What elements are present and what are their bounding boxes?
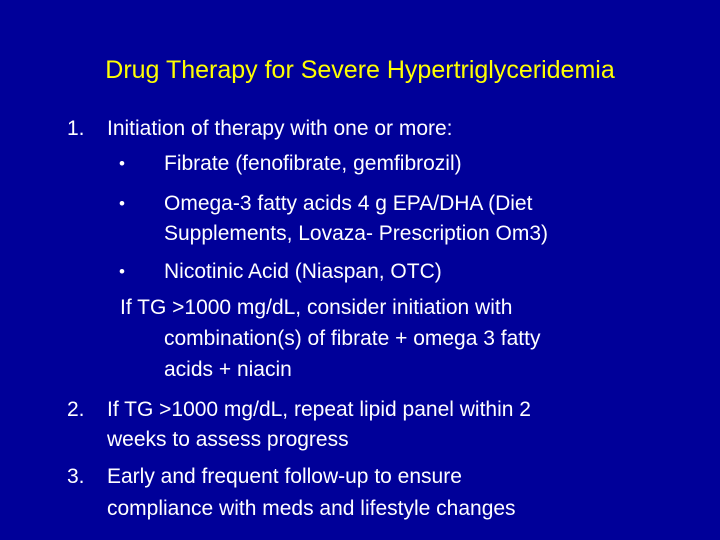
item-1-number: 1. xyxy=(67,117,85,140)
item-2-line-1: If TG >1000 mg/dL, repeat lipid panel within 2 xyxy=(107,398,531,421)
item-1-text: Initiation of therapy with one or more: xyxy=(107,117,453,140)
item-1-note-line-2: combination(s) of fibrate + omega 3 fatty xyxy=(164,327,541,350)
bullet-2-line-1: Omega-3 fatty acids 4 g EPA/DHA (Diet xyxy=(164,192,533,215)
slide-title: Drug Therapy for Severe Hypertriglyceridemia xyxy=(105,56,615,84)
item-1-note-line-3: acids + niacin xyxy=(164,358,292,381)
bullet-3-line-1: Nicotinic Acid (Niaspan, OTC) xyxy=(164,260,442,283)
item-2-number: 2. xyxy=(67,398,85,421)
item-3-line-2: compliance with meds and lifestyle changes xyxy=(107,497,516,520)
item-3-line-1: Early and frequent follow-up to ensure xyxy=(107,465,462,488)
item-2-line-2: weeks to assess progress xyxy=(107,428,349,451)
bullet-1-line-1: Fibrate (fenofibrate, gemfibrozil) xyxy=(164,152,462,175)
bullet-2-line-2: Supplements, Lovaza- Prescription Om3) xyxy=(164,222,548,245)
bullet-1-marker: • xyxy=(119,154,125,173)
bullet-2-marker: • xyxy=(119,194,125,213)
item-3-number: 3. xyxy=(67,465,85,488)
item-1-note-line-1: If TG >1000 mg/dL, consider initiation with xyxy=(120,296,513,319)
bullet-3-marker: • xyxy=(119,262,125,281)
